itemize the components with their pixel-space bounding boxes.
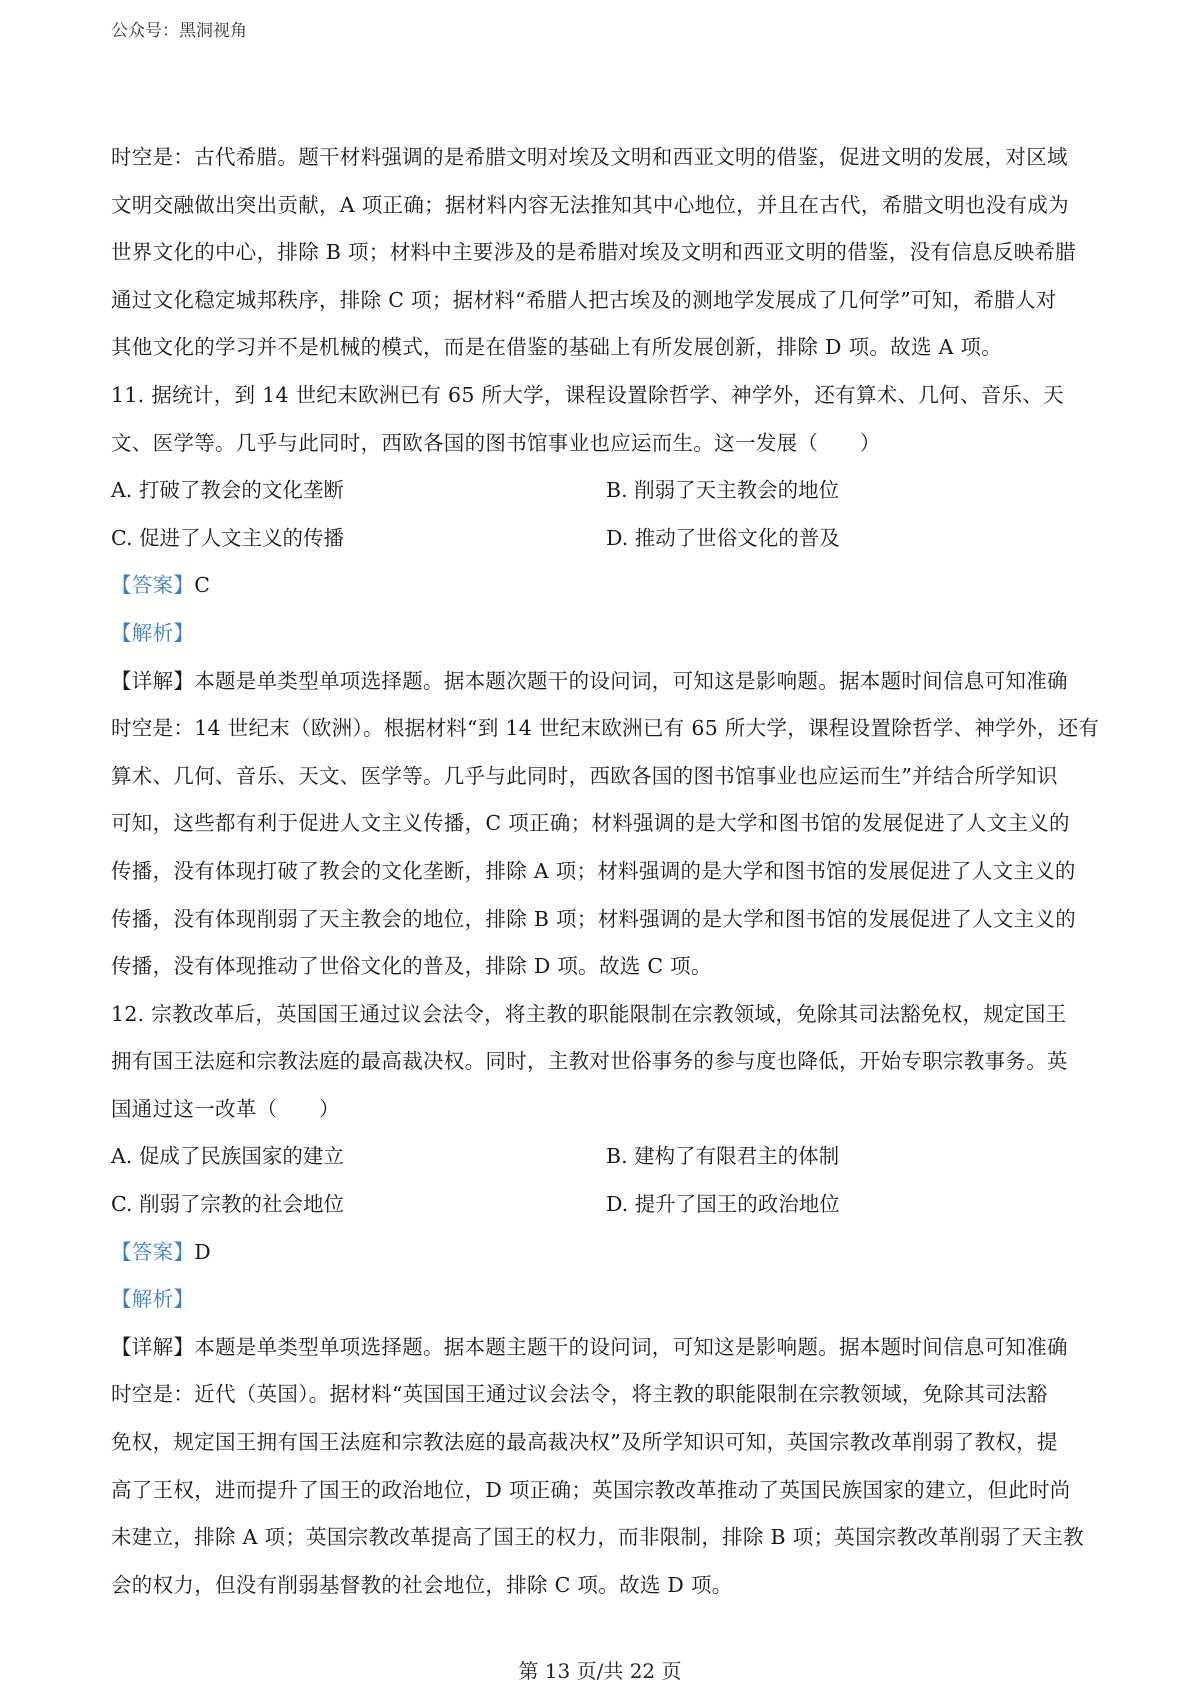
detail-text: 本题是单类型单项选择题。据本题主题干的设问词，可知这是影响题。据本题时间信息可知准确: [194, 1334, 1068, 1359]
question-12: [111, 991, 1101, 1610]
option-a: A. 打破了教会的文化垄断: [111, 478, 344, 503]
text-line: 文明交融做出突出贡献，A 项正确；据材料内容无法推知其中心地位，并且在古代，希腊文明也没有成为: [111, 192, 1069, 217]
question-stem: 文、医学等。几乎与此同时，西欧各国的图书馆事业也应运而生。这一发展（ ）: [111, 430, 881, 455]
detail-text: 传播，没有体现打破了教会的文化垄断，排除 A 项；材料强调的是大学和图书馆的发展促进了人文主义的: [111, 858, 1076, 883]
detail-text: 算术、几何、音乐、天文、医学等。几乎与此同时，西欧各国的图书馆事业也应运而生”并结合所学知识: [111, 763, 1058, 788]
text-line: 时空是：古代希腊。题干材料强调的是希腊文明对埃及文明和西亚文明的借鉴，促进文明的发展，对区域: [111, 145, 1068, 169]
option-c: C. 促进了人文主义的传播: [111, 525, 344, 550]
text-line: 世界文化的中心，排除 B 项；材料中主要涉及的是希腊对埃及文明和西亚文明的借鉴，没有信息反映希腊: [111, 240, 1076, 265]
detail-text: 传播，没有体现推动了世俗文化的普及，排除 D 项。故选 C 项。: [111, 954, 712, 979]
question-11: [111, 372, 1101, 991]
detail-text: 时空是：14 世纪末（欧洲）。根据材料“到 14 世纪末欧洲已有 65 所大学，课程设置除哲学、神学外，还有: [111, 716, 1100, 741]
analysis-tag: 【解析】: [111, 620, 195, 645]
option-a: A. 促成了民族国家的建立: [111, 1144, 344, 1169]
question-stem: 11. 据统计，到 14 世纪末欧洲已有 65 所大学，课程设置除哲学、神学外，还有算术、几何、音乐、天: [111, 382, 1064, 407]
detail-text: 免权，规定国王拥有国王法庭和宗教法庭的最高裁决权”及所学知识可知，英国宗教改革削弱了教权，提: [111, 1430, 1058, 1455]
answer-value: D: [194, 1239, 211, 1264]
detail-text: 可知，这些都有利于促进人文主义传播，C 项正确；材料强调的是大学和图书馆的发展促进了人文主义的: [111, 811, 1070, 836]
option-row: [111, 515, 1101, 563]
answer-tag: 【答案】: [111, 1239, 195, 1264]
option-row: [111, 467, 1101, 515]
detail-tag: 【详解】: [111, 1334, 195, 1359]
option-row: [111, 1181, 1101, 1229]
option-c: C. 削弱了宗教的社会地位: [111, 1192, 344, 1217]
answer-value: C: [194, 573, 211, 598]
page-number: 第 13 页/共 22 页: [518, 1659, 682, 1683]
option-d: D. 推动了世俗文化的普及: [606, 525, 840, 550]
option-b: B. 削弱了天主教会的地位: [606, 478, 840, 503]
option-d: D. 提升了国王的政治地位: [606, 1192, 840, 1217]
detail-text: 时空是：近代（英国）。据材料“英国国王通过议会法令，将主教的职能限制在宗教领域，免除其司法豁: [111, 1382, 1048, 1407]
text-line: 其他文化的学习并不是机械的模式，而是在借鉴的基础上有所发展创新，排除 D 项。故选 A 项。: [111, 335, 1003, 360]
option-row: [111, 1133, 1101, 1181]
answer-tag: 【答案】: [111, 573, 195, 598]
document-body: [111, 134, 1101, 1609]
detail-text: 传播，没有体现削弱了天主教会的地位，排除 B 项；材料强调的是大学和图书馆的发展促进了人文主义的: [111, 906, 1076, 931]
analysis-line: [111, 610, 1101, 658]
detail-text: 未建立，排除 A 项；英国宗教改革提高了国王的权力，而非限制，排除 B 项；英国宗教改革削弱了天主教: [111, 1525, 1084, 1550]
answer-line: [111, 562, 1101, 610]
detail-text: 高了王权，进而提升了国王的政治地位，D 项正确；英国宗教改革推动了英国民族国家的建立，但此时尚: [111, 1477, 1071, 1502]
detail-tag: 【详解】: [111, 668, 195, 693]
header-note: 公众号：黑洞视角: [111, 21, 247, 41]
detail-line: [111, 658, 1101, 706]
answer-line: [111, 1229, 1101, 1277]
text-line: 通过文化稳定城邦秩序，排除 C 项；据材料“希腊人把古埃及的测地学发展成了几何学”可知，希腊人对: [111, 287, 1057, 312]
option-b: B. 建构了有限君主的体制: [606, 1144, 840, 1169]
question-stem: 国通过这一改革（ ）: [111, 1096, 340, 1121]
question-stem: 12. 宗教改革后，英国国王通过议会法令，将主教的职能限制在宗教领域，免除其司法豁免权，规定国王: [111, 1001, 1067, 1026]
analysis-line: [111, 1276, 1101, 1324]
analysis-tag: 【解析】: [111, 1287, 195, 1312]
detail-text: 本题是单类型单项选择题。据本题次题干的设问词，可知这是影响题。据本题时间信息可知准确: [194, 668, 1068, 693]
detail-line: [111, 1324, 1101, 1372]
detail-text: 会的权力，但没有削弱基督教的社会地位，排除 C 项。故选 D 项。: [111, 1572, 733, 1597]
question-stem: 拥有国王法庭和宗教法庭的最高裁决权。同时，主教对世俗事务的参与度也降低，开始专职宗教事务。英: [111, 1049, 1068, 1074]
